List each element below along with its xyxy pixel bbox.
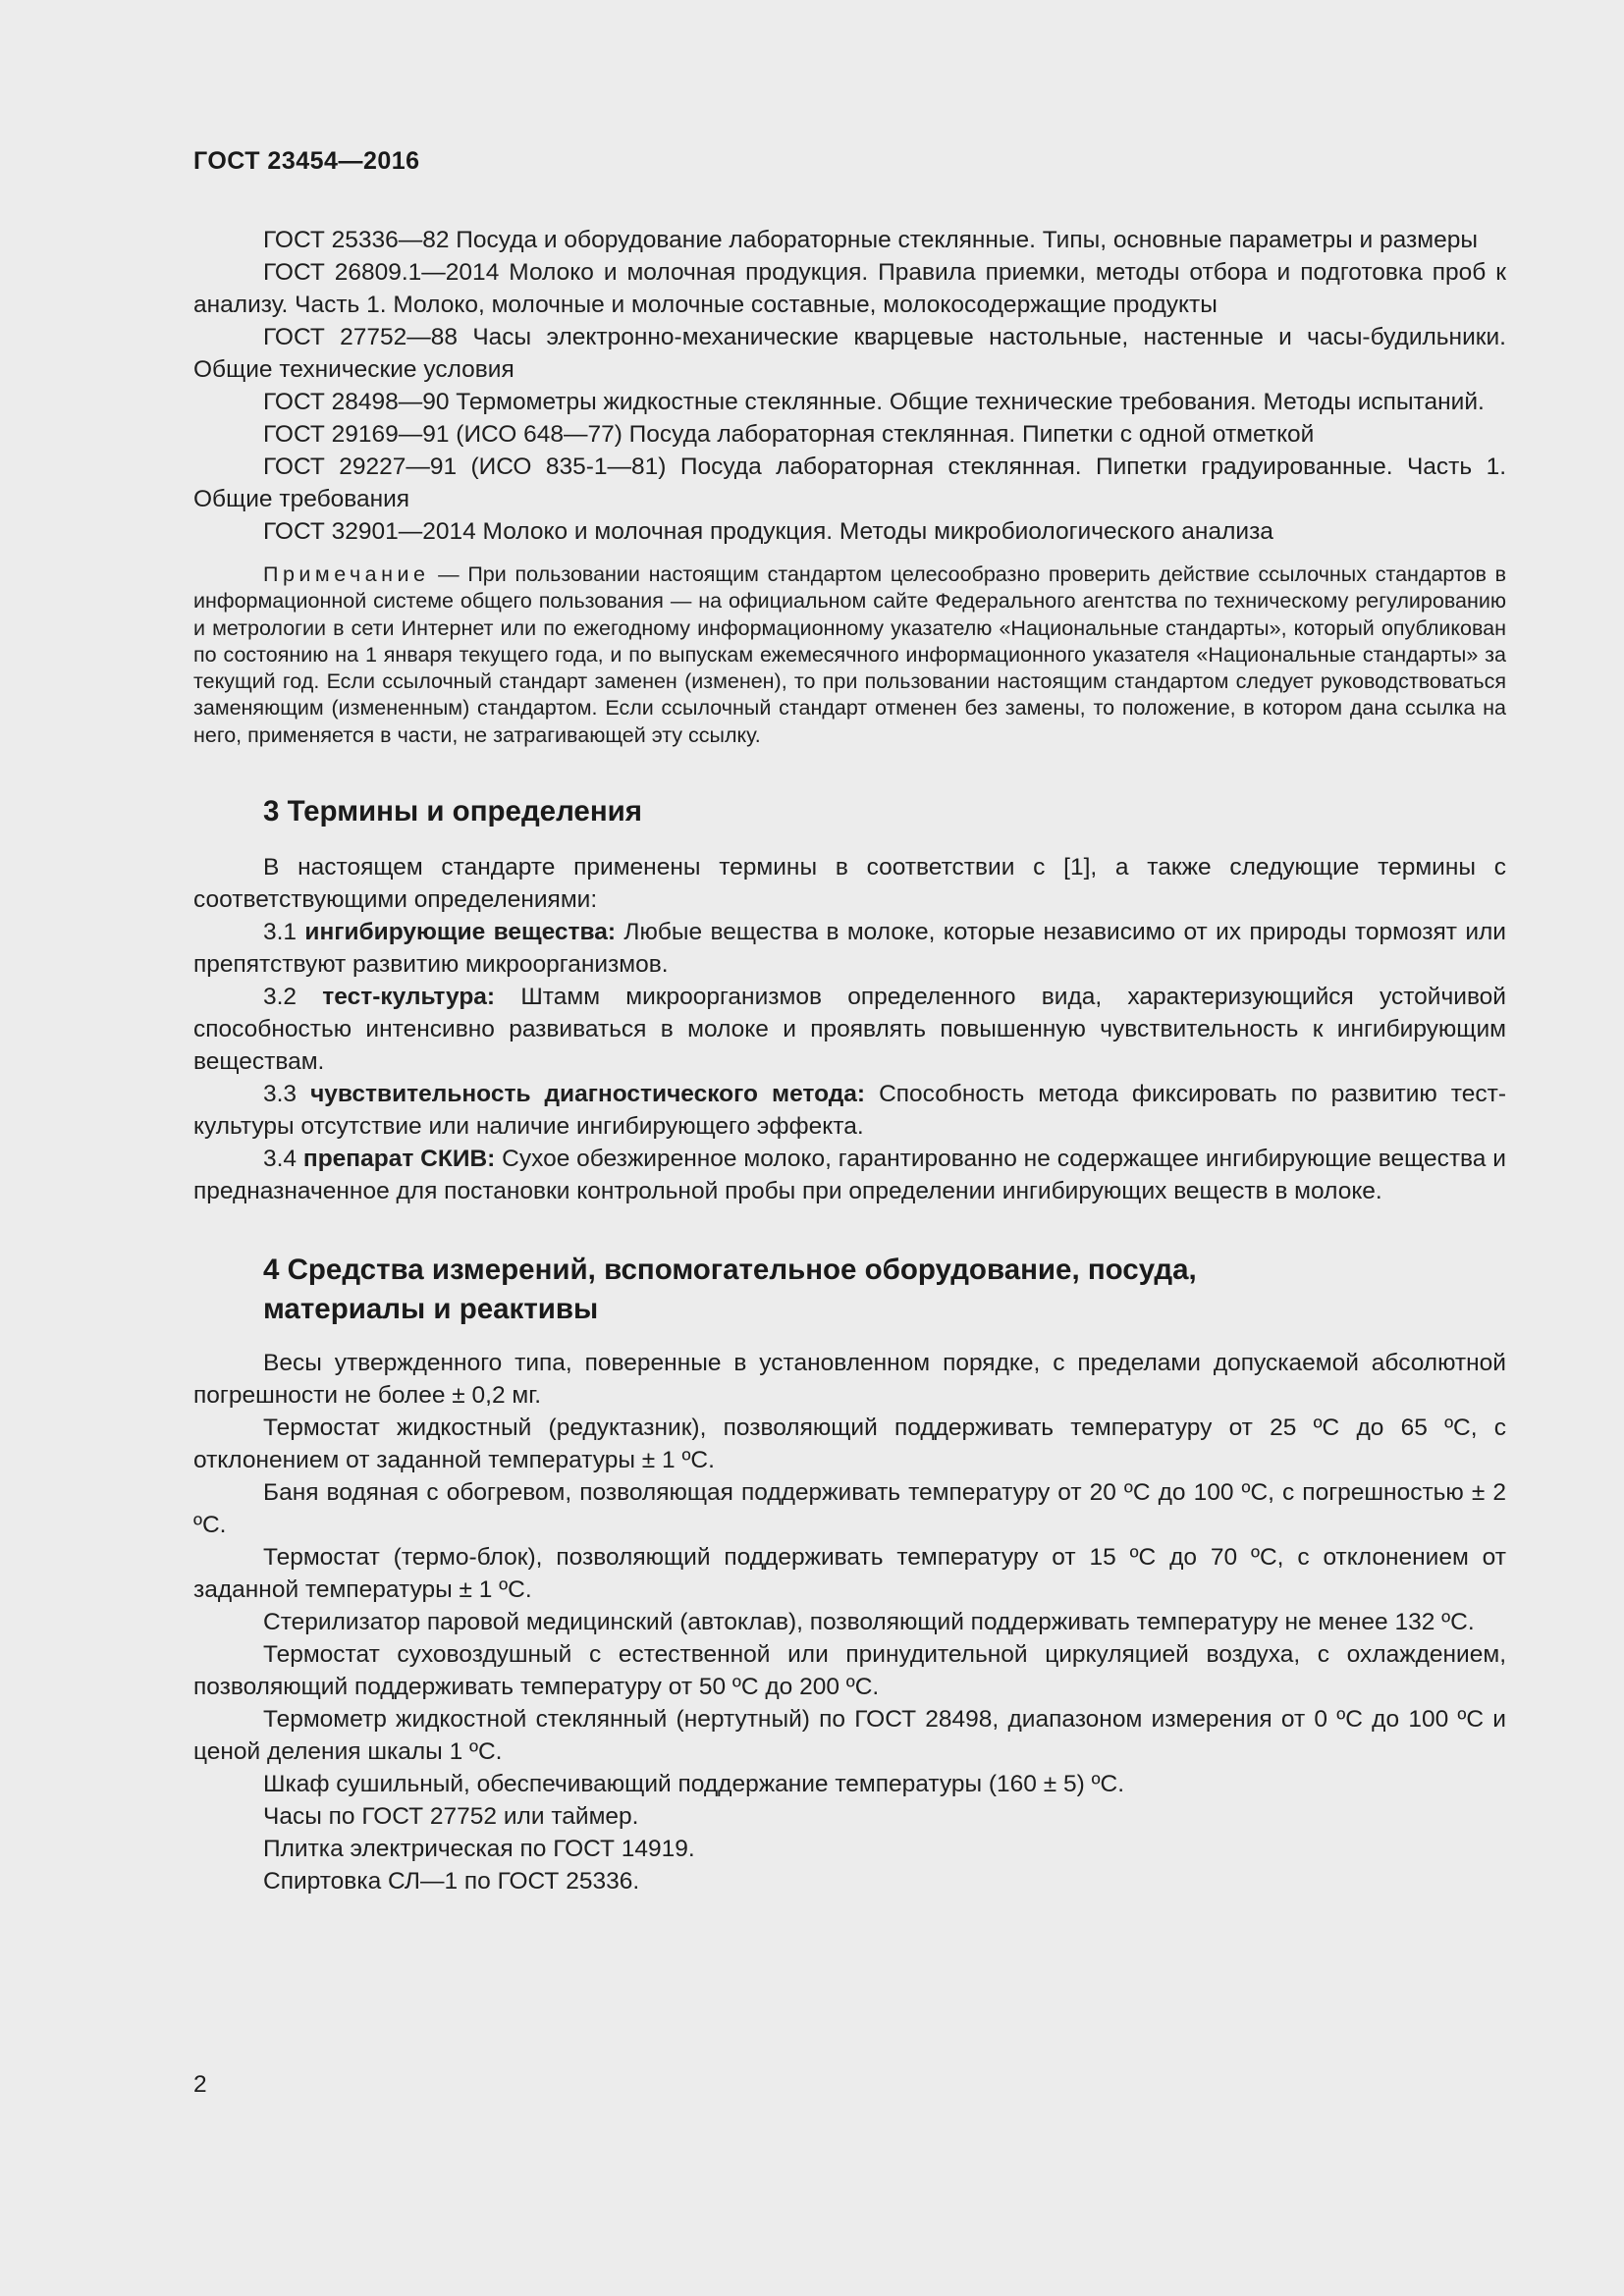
equipment-item: Спиртовка СЛ—1 по ГОСТ 25336.	[263, 1868, 640, 1896]
term-text: Штамм микроорганизмов определенного вида, характеризующийся устойчивой способностью интенсивно развиваться в молоке и проявлять повышенную чувствительность к ингибирующим веществам.	[193, 984, 1506, 1076]
equipment-item: Часы по ГОСТ 27752 или таймер.	[263, 1803, 639, 1831]
reference-item: ГОСТ 32901—2014 Молоко и молочная продукция. Методы микробиологического анализа	[263, 518, 1273, 545]
equipment-item: Весы утвержденного типа, поверенные в установленном порядке, с пределами допускаемой абсолютной погрешности не более ± 0,2 мг.	[193, 1350, 1506, 1410]
section-3-title: 3 Термины и определения	[263, 795, 643, 828]
reference-item: ГОСТ 27752—88 Часы электронно-механические кварцевые настольные, настенные и часы-будильники. Общие технические условия	[193, 324, 1506, 383]
equipment-item: Стерилизатор паровой медицинский (автоклав), позволяющий поддерживать температуру не менее 132 ºС.	[263, 1609, 1475, 1636]
section-3-intro: В настоящем стандарте применены термины в соответствии с [1], а также следующие термины с соответствующими определениями:	[193, 854, 1506, 914]
term-text: Сухое обезжиренное молоко, гарантированно не содержащее ингибирующие вещества и предназначенное для постановки контрольной пробы при определении ингибирующих веществ в молоке.	[193, 1146, 1506, 1205]
term-number: 3.3	[263, 1081, 311, 1108]
term-definition	[193, 1143, 1506, 1207]
term-text: Любые вещества в молоке, которые независимо от их природы тормозят или препятствуют развитию микроорганизмов.	[193, 919, 1506, 979]
equipment-item: Шкаф сушильный, обеспечивающий поддержание температуры (160 ± 5) ºС.	[263, 1771, 1125, 1798]
reference-item: ГОСТ 26809.1—2014 Молоко и молочная продукция. Правила приемки, методы отбора и подготовка проб к анализу. Часть 1. Молоко, молочные и молочные составные, молокосодержащие продукты	[193, 259, 1506, 318]
term-name: чувствительность диагностического метода:	[310, 1081, 866, 1108]
term-name: тест-культура:	[322, 984, 496, 1011]
term-number: 3.4	[263, 1146, 303, 1173]
page-number: 2	[193, 2071, 207, 2098]
equipment-item: Термостат (термо-блок), позволяющий поддерживать температуру от 15 ºС до 70 ºС, с отклонением от заданной температуры ± 1 ºС.	[193, 1544, 1506, 1604]
equipment-item: Термостат жидкостный (редуктазник), позволяющий поддерживать температуру от 25 ºС до 65 ºС, с отклонением от заданной температуры ± 1 ºС.	[193, 1415, 1506, 1474]
reference-item: ГОСТ 25336—82 Посуда и оборудование лабораторные стеклянные. Типы, основные параметры и размеры	[263, 227, 1478, 253]
equipment-item: Термометр жидкостной стеклянный (нертутный) по ГОСТ 28498, диапазоном измерения от 0 ºС до 100 ºС и ценой деления шкалы 1 ºС.	[193, 1706, 1506, 1766]
document-header: ГОСТ 23454—2016	[193, 147, 420, 175]
term-number: 3.1	[263, 919, 305, 946]
term-definition	[193, 981, 1506, 1078]
section-4-title-line2: материалы и реактивы	[263, 1293, 599, 1326]
equipment-list	[193, 1347, 1506, 1897]
term-name: ингибирующие вещества:	[304, 919, 617, 946]
note-label: Примечание	[263, 562, 430, 586]
equipment-item: Плитка электрическая по ГОСТ 14919.	[263, 1836, 695, 1863]
note-text: — При пользовании настоящим стандартом целесообразно проверить действие ссылочных стандартов в информационной системе общего пользования — на официальном сайте Федерального агентства по техническому регулированию и метрологии в сети Интернет или по ежегодному информационному указателю «Национальные стандарты», который опубликован по состоянию на 1 января текущего года, и по выпускам ежемесячного информационного указателя «Национальные стандарты» за текущий год. Если ссылочный стандарт заменен (изменен), то при пользовании настоящим стандартом следует руководствоваться заменяющим (измененным) стандартом. Если ссылочный стандарт отменен без замены, то положение, в котором дана ссылка на него, применяется в части, не затрагивающей эту ссылку.	[193, 562, 1506, 747]
equipment-item: Баня водяная с обогревом, позволяющая поддерживать температуру от 20 ºС до 100 ºС, с погрешностью ± 2 ºС.	[193, 1479, 1506, 1539]
reference-item: ГОСТ 29169—91 (ИСО 648—77) Посуда лабораторная стеклянная. Пипетки с одной отметкой	[263, 421, 1315, 448]
document-body	[193, 224, 1506, 1897]
term-number: 3.2	[263, 984, 323, 1011]
section-4-title	[193, 1251, 1506, 1329]
reference-item: ГОСТ 28498—90 Термометры жидкостные стеклянные. Общие технические требования. Методы испытаний.	[263, 389, 1485, 415]
term-definition	[193, 1078, 1506, 1143]
note-paragraph	[193, 561, 1506, 749]
term-definition	[193, 916, 1506, 981]
section-4-title-line1: 4 Средства измерений, вспомогательное оборудование, посуда,	[263, 1254, 1197, 1287]
references-list	[193, 224, 1506, 548]
reference-item: ГОСТ 29227—91 (ИСО 835-1—81) Посуда лабораторная стеклянная. Пипетки градуированные. Часть 1. Общие требования	[193, 454, 1506, 512]
equipment-item: Термостат суховоздушный с естественной или принудительной циркуляцией воздуха, с охлаждением, позволяющий поддерживать температуру от 50 ºС до 200 ºС.	[193, 1641, 1506, 1701]
term-name: препарат СКИВ:	[302, 1146, 496, 1173]
term-text: Способность метода фиксировать по развитию тест-культуры отсутствие или наличие ингибирующего эффекта.	[193, 1081, 1507, 1141]
